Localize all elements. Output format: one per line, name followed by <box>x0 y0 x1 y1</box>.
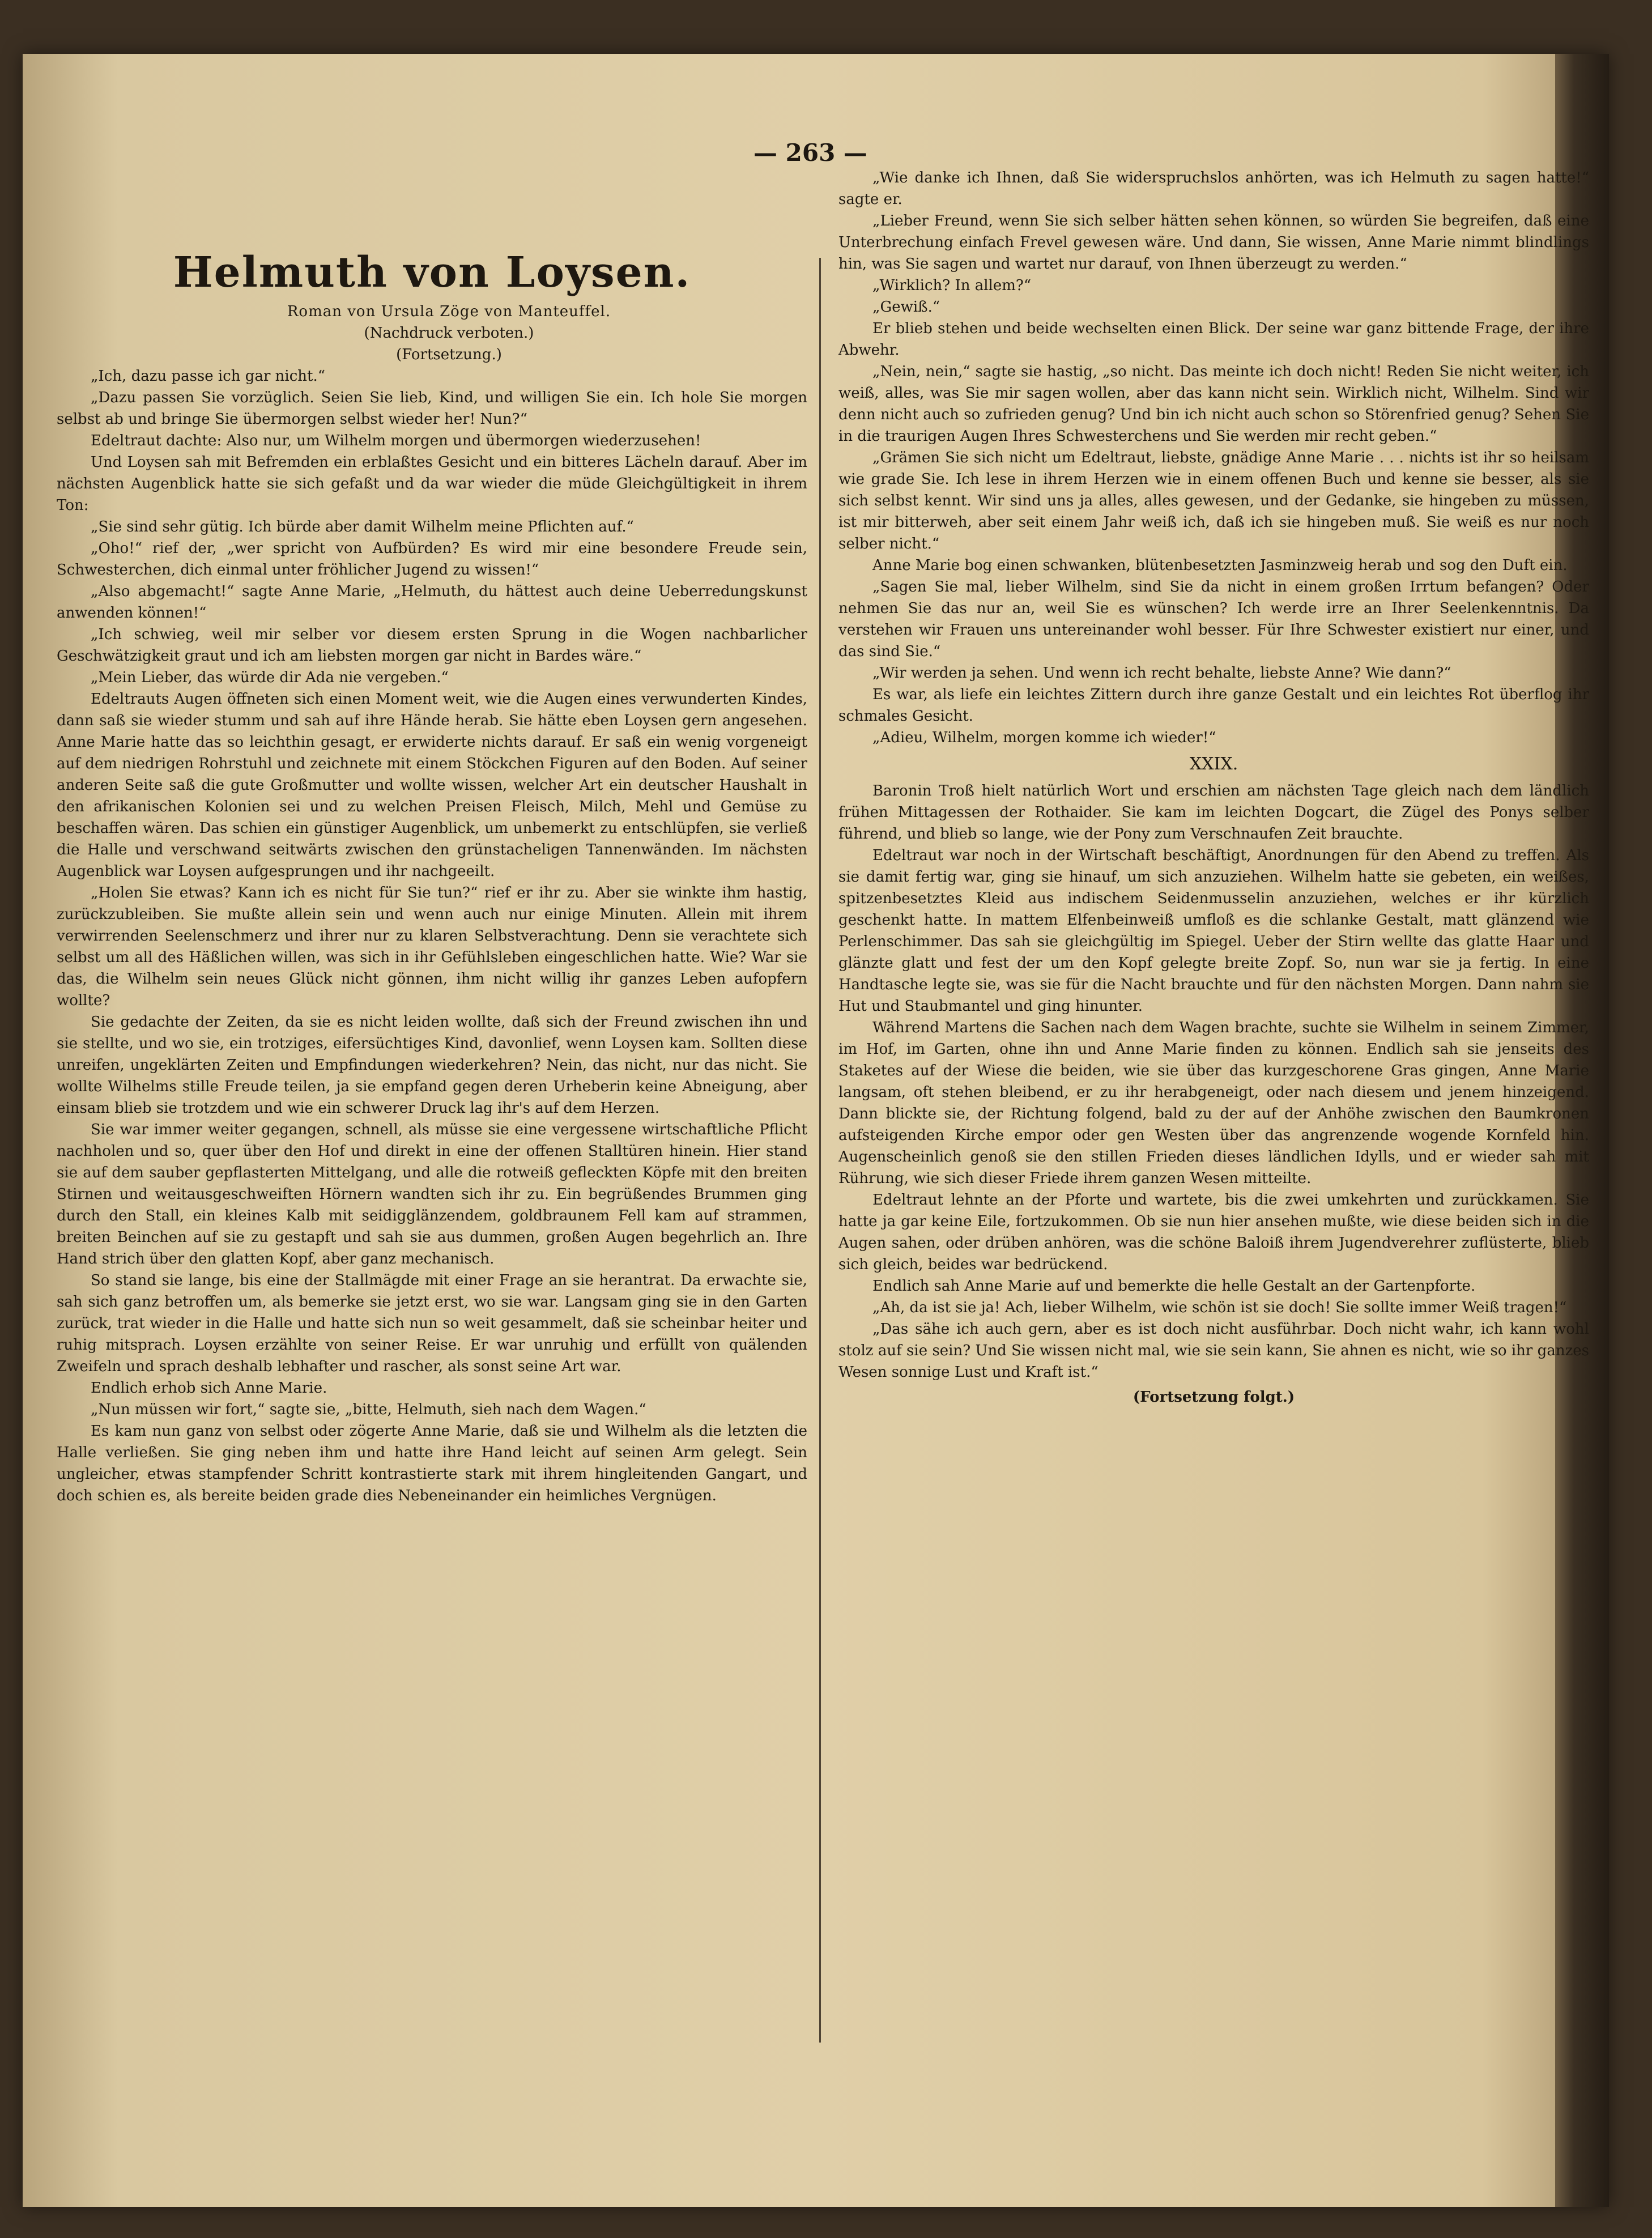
paragraph: „Grämen Sie sich nicht um Edeltraut, liebste, gnädige Anne Marie . . . nichts ist ihr so heilsam wie grade Sie. Ich lese in ihrem Herzen wie in einem offenen Buch und kenne sie besser, als sie sich selbst kennt. Wir sind uns ja alles, alles gewesen, und der Gedanke, sie hingeben zu müssen, ist mir bitterweh, aber seit einem Jahr weiß ich, daß ich sie hingeben muß. Sie weiß es nur noch selber nicht.“ <box>838 449 1589 552</box>
continued-note: (Fortsetzung folgt.) <box>1132 1389 1295 1406</box>
paragraph: Sie war immer weiter gegangen, schnell, als müsse sie eine vergessene wirtschaftliche Pflicht nachholen und so, quer über den Hof und direkt in eine der offenen Stalltüren hinein. Hier stand sie auf dem sauber gepflasterten Mittelgang, und alle die rotweiß gefleckten Köpfe mit den breiten Stirnen und weitausgeschweiften Hörnern wandten sich ihr zu. Ein begrüßendes Brummen ging durch den Stall, ein kleines Kalb mit seidigglänzendem, goldbraunem Fell kam auf strammen, breiten Beinchen auf sie zu gestapft und sah sie aus dummen, großen Augen begehrlich an. Ihre Hand strich über den glatten Kopf, aber ganz mechanisch. <box>57 1121 807 1267</box>
paragraph: „Das sähe ich auch gern, aber es ist doch nicht ausführbar. Doch nicht wahr, ich kann wohl stolz auf sie sein? Und Sie wissen nicht mal, wie sie sein kann, Sie ahnen es nicht, wie so ihr ganzes Wesen sonnige Lust und Kraft ist.“ <box>838 1321 1589 1381</box>
paragraph: „Holen Sie etwas? Kann ich es nicht für Sie tun?“ rief er ihr zu. Aber sie winkte ihm hastig, zurückzubleiben. Sie mußte allein sein und wenn auch nur einige Minuten. Allein mit ihrem verwirrenden Seelenschmerz und ihrer nur zu klaren Selbstverachtung. Denn sie verachtete sich selbst um all des Häßlichen willen, was sich in ihr Gefühlsleben eingeschlichen hatte. Wie? War sie das, die Wilhelm sein neues Glück nicht gönnen, ihm nicht willig ihr ganzes Leben aufopfern wollte? <box>57 884 807 1009</box>
chapter-heading: XXIX. <box>1189 754 1238 774</box>
paragraph: „Wir werden ja sehen. Und wenn ich recht behalte, liebste Anne? Wie dann?“ <box>872 665 1451 682</box>
paragraph: „Wie danke ich Ihnen, daß Sie widerspruchslos anhörten, was ich Helmuth zu sagen hatte!“ sagte er. <box>838 169 1589 208</box>
paragraph: Anne Marie bog einen schwanken, blütenbesetzten Jasminzweig herab und sog den Duft ein. <box>872 557 1568 574</box>
paragraph: „Nun müssen wir fort,“ sagte sie, „bitte, Helmuth, sieh nach dem Wagen.“ <box>91 1401 646 1418</box>
paragraph: „Wirklich? In allem?“ <box>872 277 1032 294</box>
reprint-note: (Nachdruck verboten.) <box>364 325 534 342</box>
continuation-note: (Fortsetzung.) <box>396 346 502 363</box>
paragraph: „Also abgemacht!“ sagte Anne Marie, „Helmuth, du hättest auch deine Ueberredungskunst anwenden können!“ <box>57 583 807 622</box>
paragraph: „Adieu, Wilhelm, morgen komme ich wieder!“ <box>872 729 1216 746</box>
paragraph: Baronin Troß hielt natürlich Wort und erschien am nächsten Tage gleich nach dem ländlich frühen Mittagessen der Rothaider. Sie kam im leichten Dogcart, die Zügel des Ponys selber führend, und blieb so lange, wie der Pony zum Verschnaufen Zeit brauchte. <box>838 782 1589 843</box>
newspaper-page <box>23 54 1609 2207</box>
paragraph: Es war, als liefe ein leichtes Zittern durch ihre ganze Gestalt und ein leichtes Rot überflog ihr schmales Gesicht. <box>838 686 1589 725</box>
paragraph: Edeltraut dachte: Also nur, um Wilhelm morgen und übermorgen wiederzusehen! <box>91 432 701 449</box>
left-column <box>57 246 807 2150</box>
column-divider <box>819 258 821 2043</box>
paragraph: „Sagen Sie mal, lieber Wilhelm, sind Sie da nicht in einem großen Irrtum befangen? Oder nehmen Sie das nur an, weil Sie es wünschen? Ich werde irre an Ihrer Seelenkenntnis. Da verstehen wir Frauen uns untereinander wohl besser. Für Ihre Schwester existiert nur einer, und das sind Sie.“ <box>838 578 1589 660</box>
right-column-body-2 <box>838 780 1589 1383</box>
paragraph: „Mein Lieber, das würde dir Ada nie vergeben.“ <box>91 669 449 686</box>
paragraph: Edeltraut war noch in der Wirtschaft beschäftigt, Anordnungen für den Abend zu treffen. Als sie damit fertig war, ging sie hinauf, um sich anzuziehen. Wilhelm hatte sie gebeten, ein weißes, spitzenbesetztes Kleid aus indischem Seidenmusselin anzuziehen, welches er ihr kürzlich geschenkt hatte. In mattem Elfenbeinweiß umfloß es die schlanke Gestalt, matt glänzend wie Perlenschimmer. Das sah sie gleichgültig im Spiegel. Ueber der Stirn wellte das glatte Haar und glänzte glatt und fest der um den Kopf gelegte breite Zopf. So, nun war sie ja fertig. In eine Handtasche legte sie, was sie für die Nacht brauchte und für den nächsten Morgen. Dann nahm sie Hut und Staubmantel und ging hinunter. <box>838 847 1589 1015</box>
paragraph: Endlich sah Anne Marie auf und bemerkte die helle Gestalt an der Gartenpforte. <box>872 1278 1476 1295</box>
right-column <box>838 167 1589 2150</box>
paragraph: Edeltraut lehnte an der Pforte und wartete, bis die zwei umkehrten und zurückkamen. Sie hatte ja gar keine Eile, fortzukommen. Ob sie nun hier ansehen mußte, wie diese beiden sich in die Augen sahen, oder drüben anhören, was die schöne Baloiß ihrem Jugendverehrer zuflüsterte, blieb sich gleich, beides war bedrückend. <box>838 1192 1589 1273</box>
paragraph: Und Loysen sah mit Befremden ein erblaßtes Gesicht und ein bitteres Lächeln darauf. Aber im nächsten Augenblick hatte sie sich gefaßt und da war wieder die müde Gleichgültigkeit in ihrem Ton: <box>57 454 807 514</box>
paragraph: Es kam nun ganz von selbst oder zögerte Anne Marie, daß sie und Wilhelm als die letzten die Halle verließen. Sie ging neben ihm und hatte ihre Hand leicht auf seinen Arm gelegt. Sein ungleicher, etwas stampfender Schritt kontrastierte stark mit ihrem hingleitenden Gangart, und doch schien es, als bereite beiden grade dies Nebeneinander ein heimliches Vergnügen. <box>57 1423 807 1504</box>
paragraph: „Ich schwieg, weil mir selber vor diesem ersten Sprung in die Wogen nachbarlicher Geschwätzigkeit graut und ich am liebsten morgen gar nicht in Bardes wäre.“ <box>57 626 807 665</box>
paragraph: Endlich erhob sich Anne Marie. <box>91 1380 327 1397</box>
paragraph: „Nein, nein,“ sagte sie hastig, „so nicht. Das meinte ich doch nicht! Reden Sie nicht weiter, ich weiß, alles, was Sie mir sagen wollen, aber das kann nicht sein. Wirklich nicht, Wilhelm. Sind wir denn nicht auch so zufrieden genug? Und bin ich nicht auch schon so Störenfried genug? Sehen Sie in die traurigen Augen Ihres Schwesterchens und Sie werden mir recht geben.“ <box>838 363 1589 445</box>
paragraph: „Oho!“ rief der, „wer spricht von Aufbürden? Es wird mir eine besondere Freude sein, Schwesterchen, dich einmal unter fröhlicher Jugend zu wissen!“ <box>57 540 807 578</box>
paragraph: Er blieb stehen und beide wechselten einen Blick. Der seine war ganz bittende Frage, der ihre Abwehr. <box>838 320 1589 359</box>
right-column-body <box>838 167 1589 748</box>
paragraph: Edeltrauts Augen öffneten sich einen Moment weit, wie die Augen eines verwunderten Kindes, dann saß sie wieder stumm und sah auf ihre Hände herab. Sie hätte eben Loysen gern angesehen. Anne Marie hatte das so leichthin gesagt, er erwiderte nichts darauf. Er saß ein wenig vorgeneigt auf dem niedrigen Rohrstuhl und zeichnete mit einem Stöckchen Figuren auf den Boden. Auf seiner anderen Seite saß die gute Großmutter und wollte wissen, welcher Art ein deutscher Haushalt in den afrikanischen Kolonien sei und zu welchen Preisen Fleisch, Milch, Mehl und Gemüse zu beschaffen wären. Das schien ein günstiger Augenblick, um unbemerkt zu entschlüpfen, sie verließ die Halle und verschwand seitwärts zwischen den grünstacheligen Tannenwänden. Im nächsten Augenblick war Loysen aufgesprungen und ihr nachgeeilt. <box>57 691 807 880</box>
paragraph: So stand sie lange, bis eine der Stallmägde mit einer Frage an sie herantrat. Da erwachte sie, sah sich ganz betroffen um, als bemerke sie jetzt erst, wo sie war. Langsam ging sie in den Garten zurück, trat wieder in die Halle und hatte sich nun so weit gesammelt, daß sie scheinbar heiter und ruhig mitsprach. Loysen erzählte von seiner Reise. Er war unruhig und erfüllt von quälenden Zweifeln und sprach deshalb lebhafter und rascher, als sonst seine Art war. <box>57 1272 807 1375</box>
paragraph: „Sie sind sehr gütig. Ich bürde aber damit Wilhelm meine Pflichten auf.“ <box>91 518 634 535</box>
left-column-body <box>57 365 807 1507</box>
paragraph: „Ah, da ist sie ja! Ach, lieber Wilhelm, wie schön ist sie doch! Sie sollte immer Weiß tragen!“ <box>872 1299 1567 1316</box>
paragraph: „Dazu passen Sie vorzüglich. Seien Sie lieb, Kind, und willigen Sie ein. Ich hole Sie morgen selbst ab und bringe Sie übermorgen selbst wieder her! Nun?“ <box>57 389 807 428</box>
article-byline: Roman von Ursula Zöge von Manteuffel. <box>287 303 611 320</box>
paragraph: „Lieber Freund, wenn Sie sich selber hätten sehen können, so würden Sie begreifen, daß eine Unterbrechung einfach Frevel gewesen wäre. Und dann, Sie wissen, Anne Marie nimmt blindlings hin, was Sie sagen und wartet nur darauf, von Ihnen überzeugt zu werden.“ <box>838 212 1589 273</box>
article-title: Helmuth von Loysen. <box>173 248 691 297</box>
paragraph: Während Martens die Sachen nach dem Wagen brachte, suchte sie Wilhelm in seinem Zimmer, im Hof, im Garten, ohne ihn und Anne Marie finden zu können. Endlich sah sie jenseits des Staketes auf der Wiese die beiden, wie sie über das kurzgeschorene Gras gingen, Anne Marie langsam, oft stehen bleibend, er zu ihr herabgeneigt, oder nach diesem und jenem hinzeigend. Dann blickte sie, der Richtung folgend, bald zu der auf der Anhöhe zwischen den Baumkronen aufsteigenden Kirche empor oder gen Westen über das angrenzende wogende Kornfeld hin. Augenscheinlich genoß sie den stillen Frieden dieses ländlichen Idylls, und er wieder sah mit Rührung, wie sich dieser Friede ihrem ganzen Wesen mitteilte. <box>838 1019 1589 1187</box>
paragraph: „Gewiß.“ <box>872 299 940 316</box>
page-number: — 263 — <box>753 139 867 167</box>
paragraph: „Ich, dazu passe ich gar nicht.“ <box>91 368 326 385</box>
paragraph: Sie gedachte der Zeiten, da sie es nicht leiden wollte, daß sich der Freund zwischen ihn und sie stellte, und wo sie, ein trotziges, eifersüchtiges Kind, davonlief, wenn Loysen kam. Sollten diese unreifen, ungeklärten Zeiten und Empfindungen wiederkehren? Nein, das nicht, nur das nicht. Sie wollte Wilhelms stille Freude teilen, ja sie empfand gegen deren Urheberin keine Abneigung, aber einsam blieb sie trotzdem und wie ein schwerer Druck lag ihr's auf dem Herzen. <box>57 1014 807 1117</box>
